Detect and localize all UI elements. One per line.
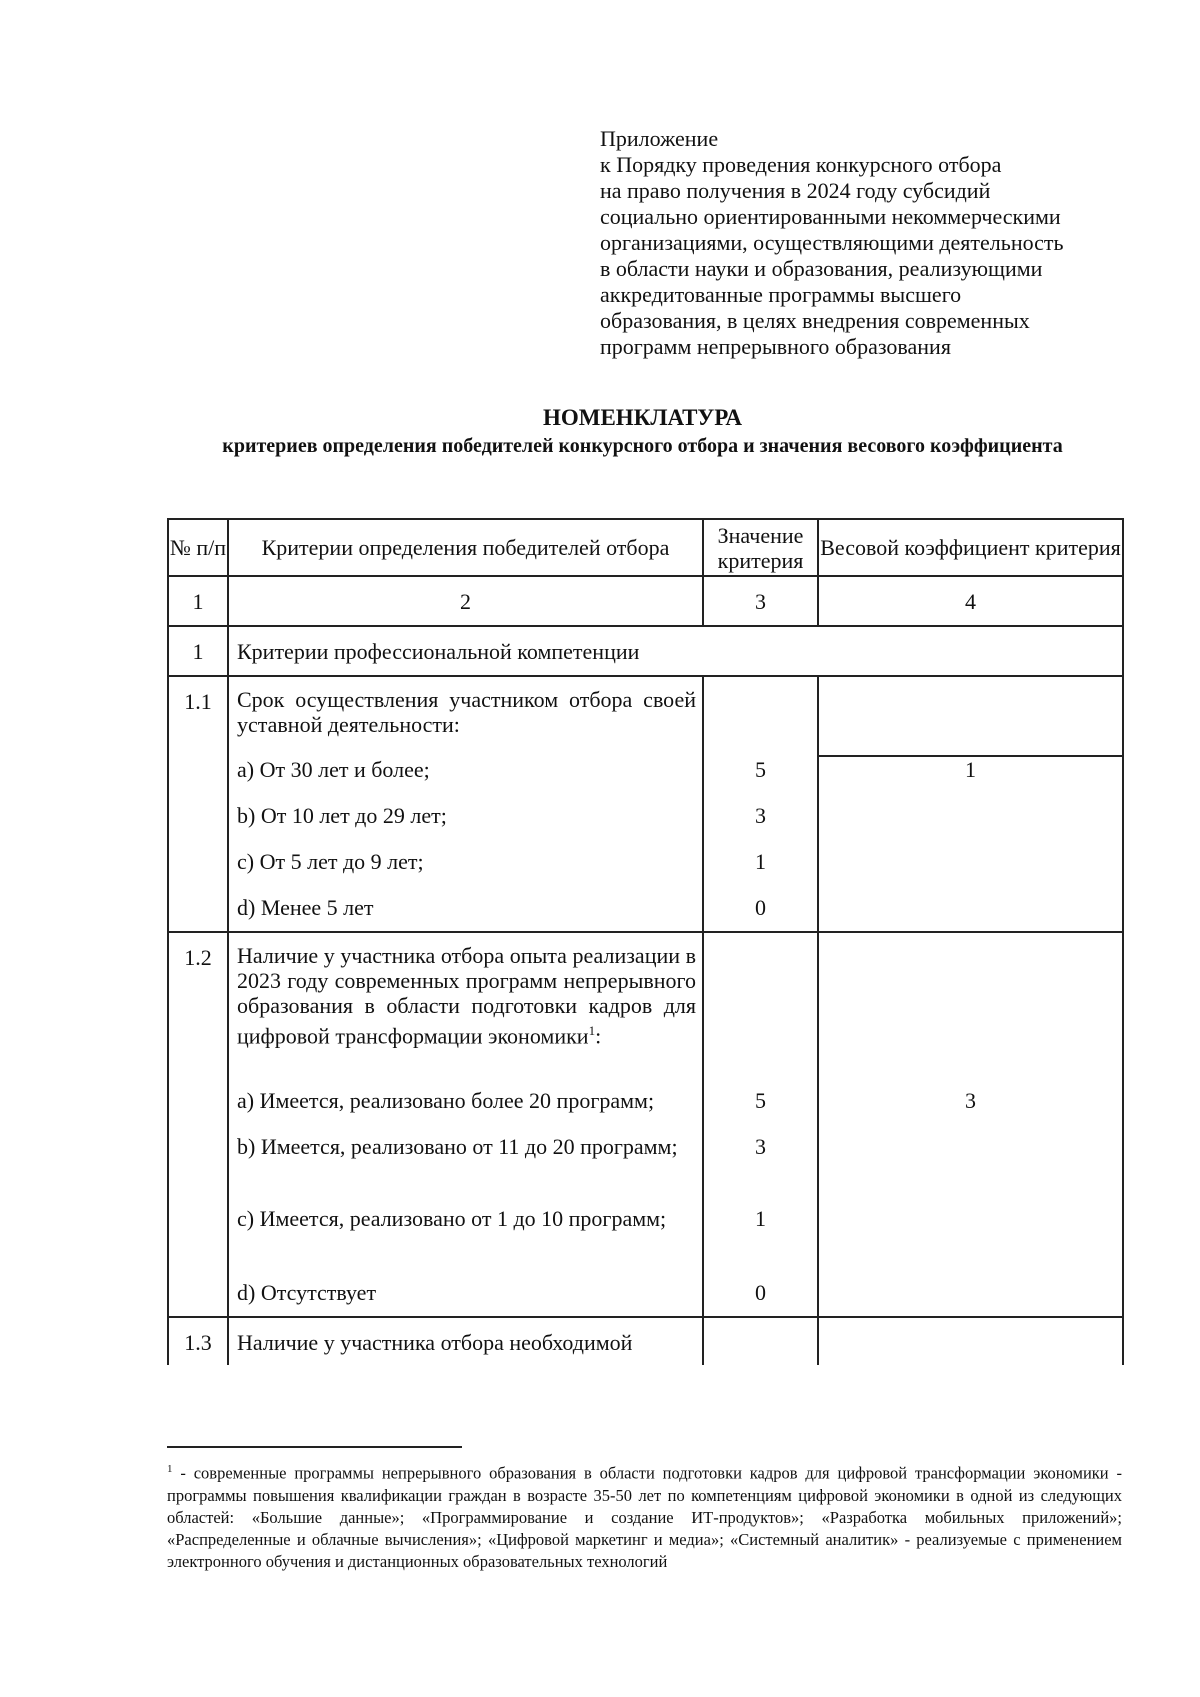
column-number: 2 (228, 576, 703, 626)
footnote-separator (167, 1446, 462, 1448)
column-header: Значение критерия (703, 519, 818, 576)
criterion-value: 0 (755, 895, 766, 920)
criterion-values (703, 932, 818, 1317)
document-heading (150, 404, 1135, 460)
criterion-option: a) Имеется, реализовано более 20 программ; (237, 1088, 655, 1113)
document-subtitle: критериев определения победителей конкурсного отбора и значения весового коэффициента (222, 435, 1063, 457)
criterion-values (703, 676, 818, 932)
criterion-option: b) От 10 лет до 29 лет; (237, 803, 447, 828)
annex-line: на право получения в 2024 году субсидий (600, 178, 991, 203)
annex-line: образования, в целях внедрения современных (600, 308, 1030, 333)
footnote-text: - современные программы непрерывного образования в области подготовки кадров для цифровой трансформации экономики - программы повышения квалификации граждан в возрасте 35-50 лет по компетенциям цифровой экономики в одной из следующих областей: «Большие данные»; «Программирование и создание ИТ-продуктов»; «Разработка мобильных приложений»; «Распределенные и облачные вычисления»; «Цифровой маркетинг и медиа»; «Системный аналитик» - реализуемые с применением электронного обучения и дистанционных образовательных технологий (167, 1463, 1122, 1571)
criterion-value: 3 (755, 1134, 766, 1159)
criterion-row-1-2 (168, 932, 1123, 1317)
criterion-value: 1 (755, 849, 766, 874)
footnote (167, 1458, 1122, 1573)
column-number: 4 (818, 576, 1123, 626)
section-label: Критерии профессиональной компетенции (228, 626, 1123, 676)
criterion-index: 1.1 (168, 676, 228, 932)
criterion-index: 1.2 (168, 932, 228, 1317)
column-header: № п/п (168, 519, 228, 576)
criterion-value: 3 (755, 803, 766, 828)
criterion-weight-cell (818, 676, 1123, 932)
criterion-value: 1 (755, 1206, 766, 1231)
criterion-row-1-3 (168, 1317, 1123, 1365)
criterion-text (228, 932, 703, 1317)
criterion-values (703, 1317, 818, 1365)
section-index: 1 (168, 626, 228, 676)
document-title: НОМЕНКЛАТУРА (542, 405, 743, 430)
annex-line: аккредитованные программы высшего (600, 282, 962, 307)
criterion-option: d) Менее 5 лет (237, 895, 374, 920)
column-number: 1 (168, 576, 228, 626)
criterion-weight: 3 (965, 1088, 976, 1113)
criterion-option: d) Отсутствует (237, 1280, 377, 1305)
criterion-intro: Наличие у участника отбора опыта реализации в 2023 году современных программ непрерывного образования в области подготовки кадров для цифровой трансформации экономики$^1$: (237, 943, 696, 1049)
criterion-row-1-1 (168, 676, 1123, 932)
criterion-intro: Срок осуществления участником отбора своей уставной деятельности: (237, 687, 696, 737)
table-header-row (168, 519, 1123, 576)
annex-line: организациями, осуществляющими деятельность (600, 230, 1064, 255)
criterion-text (228, 676, 703, 932)
criterion-option: c) Имеется, реализовано от 1 до 10 программ; (237, 1206, 667, 1231)
annex-line: программ непрерывного образования (600, 334, 951, 359)
criterion-weight-cell (818, 932, 1123, 1317)
column-number: 3 (703, 576, 818, 626)
section-row (168, 626, 1123, 676)
criterion-value: 0 (755, 1280, 766, 1305)
criterion-weight: 1 (965, 757, 976, 782)
criterion-weight-cell (818, 1317, 1123, 1365)
criterion-value: 5 (755, 1088, 766, 1113)
footnote-mark: 1 (588, 1023, 596, 1038)
criterion-value: 5 (755, 757, 766, 782)
criterion-intro: Наличие у участника отбора необходимой (237, 1330, 633, 1355)
annex-block (600, 126, 1120, 360)
column-header: Весовой коэффициент критерия (818, 519, 1123, 576)
criteria-table (167, 518, 1124, 1365)
criterion-text (228, 1317, 703, 1365)
criterion-option: c) От 5 лет до 9 лет; (237, 849, 424, 874)
criterion-option: a) От 30 лет и более; (237, 757, 430, 782)
column-numbers-row (168, 576, 1123, 626)
annex-line: к Порядку проведения конкурсного отбора (600, 152, 1002, 177)
annex-line: социально ориентированными некоммерческими (600, 204, 1061, 229)
annex-line: в области науки и образования, реализующими (600, 256, 1043, 281)
criterion-index: 1.3 (168, 1317, 228, 1365)
annex-line: Приложение (600, 126, 719, 151)
criterion-option: b) Имеется, реализовано от 11 до 20 программ; (237, 1134, 678, 1159)
footnote-mark: 1 (167, 1463, 173, 1475)
column-header: Критерии определения победителей отбора (228, 519, 703, 576)
